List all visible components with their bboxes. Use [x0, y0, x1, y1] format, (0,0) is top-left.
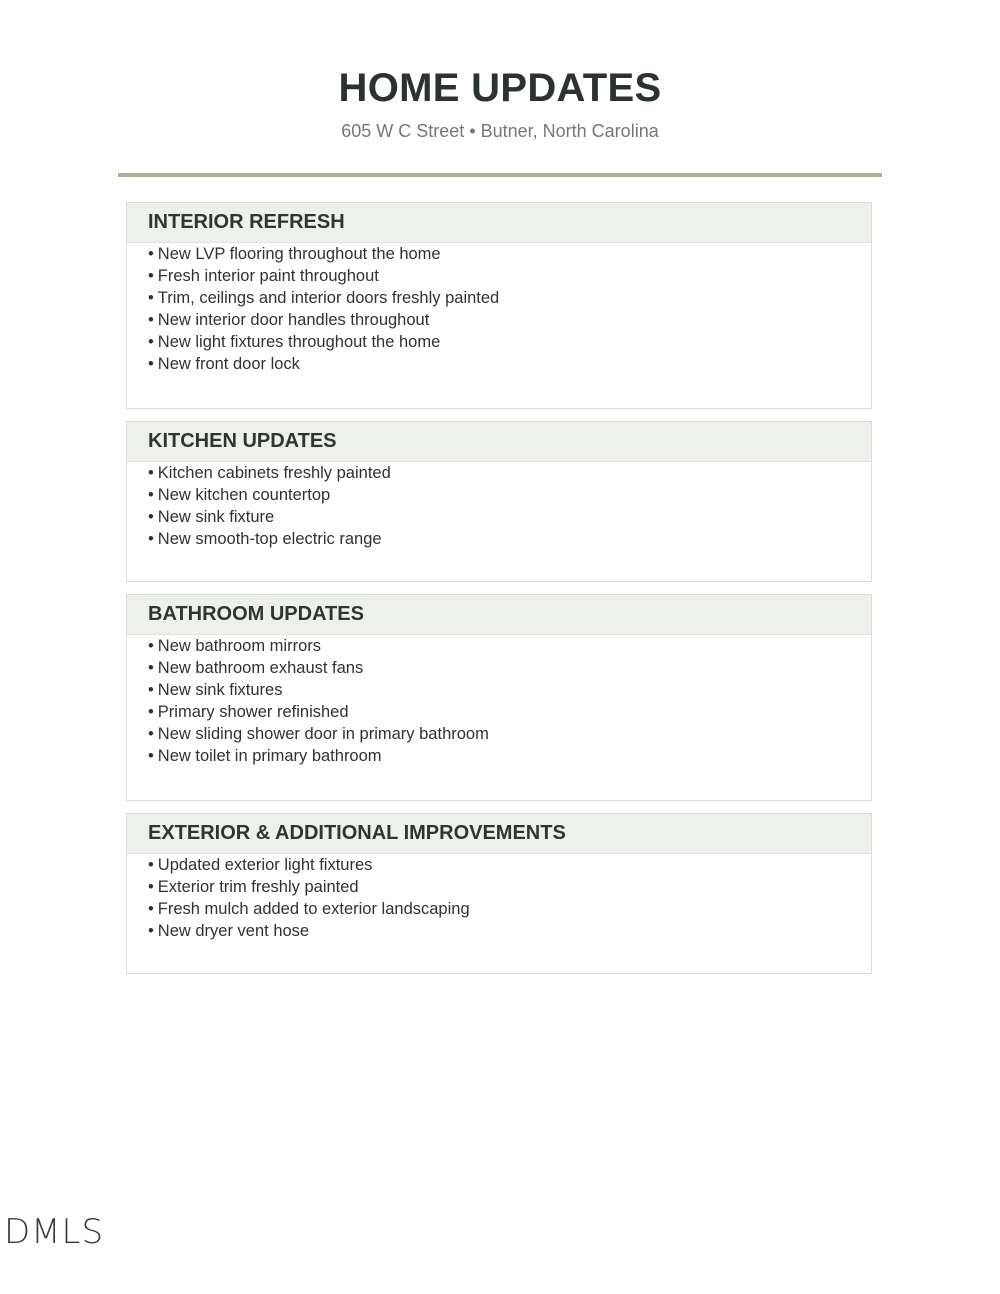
list-item: • New interior door handles throughout	[148, 311, 430, 329]
section-title: KITCHEN UPDATES	[127, 422, 871, 462]
section-title: INTERIOR REFRESH	[127, 203, 871, 243]
list-item: • New smooth-top electric range	[148, 530, 382, 548]
list-item: • New LVP flooring throughout the home	[148, 245, 441, 263]
list-item: • Kitchen cabinets freshly painted	[148, 464, 391, 482]
section-bathroom-updates	[126, 594, 872, 801]
list-item: • Fresh mulch added to exterior landscaping	[148, 900, 470, 918]
update-list	[127, 243, 871, 375]
list-item: • Fresh interior paint throughout	[148, 267, 379, 285]
list-item: • Trim, ceilings and interior doors freshly painted	[148, 289, 500, 307]
list-item: • New bathroom mirrors	[148, 637, 321, 655]
list-item: • New sink fixtures	[148, 681, 283, 699]
dmls-logo: DMLS	[4, 1212, 105, 1252]
list-item: • New sliding shower door in primary bathroom	[148, 725, 489, 743]
list-item: • New front door lock	[148, 355, 300, 373]
update-list	[127, 635, 871, 767]
list-item: • New sink fixture	[148, 508, 275, 526]
list-item: • Exterior trim freshly painted	[148, 878, 359, 896]
section-kitchen-updates	[126, 421, 872, 582]
section-title: EXTERIOR & ADDITIONAL IMPROVEMENTS	[127, 814, 871, 854]
list-item: • Updated exterior light fixtures	[148, 856, 373, 874]
update-list	[127, 854, 871, 942]
update-list	[127, 462, 871, 550]
list-item: • New bathroom exhaust fans	[148, 659, 364, 677]
section-title: BATHROOM UPDATES	[127, 595, 871, 635]
list-item: • New dryer vent hose	[148, 922, 310, 940]
list-item: • New toilet in primary bathroom	[148, 747, 382, 765]
page-title: HOME UPDATES	[338, 66, 662, 110]
list-item: • New kitchen countertop	[148, 486, 331, 504]
list-item: • Primary shower refinished	[148, 703, 349, 721]
list-item: • New light fixtures throughout the home	[148, 333, 441, 351]
section-exterior-improvements	[126, 813, 872, 974]
section-interior-refresh	[126, 202, 872, 409]
property-address: 605 W C Street • Butner, North Carolina	[341, 121, 659, 141]
header-divider	[118, 173, 882, 177]
